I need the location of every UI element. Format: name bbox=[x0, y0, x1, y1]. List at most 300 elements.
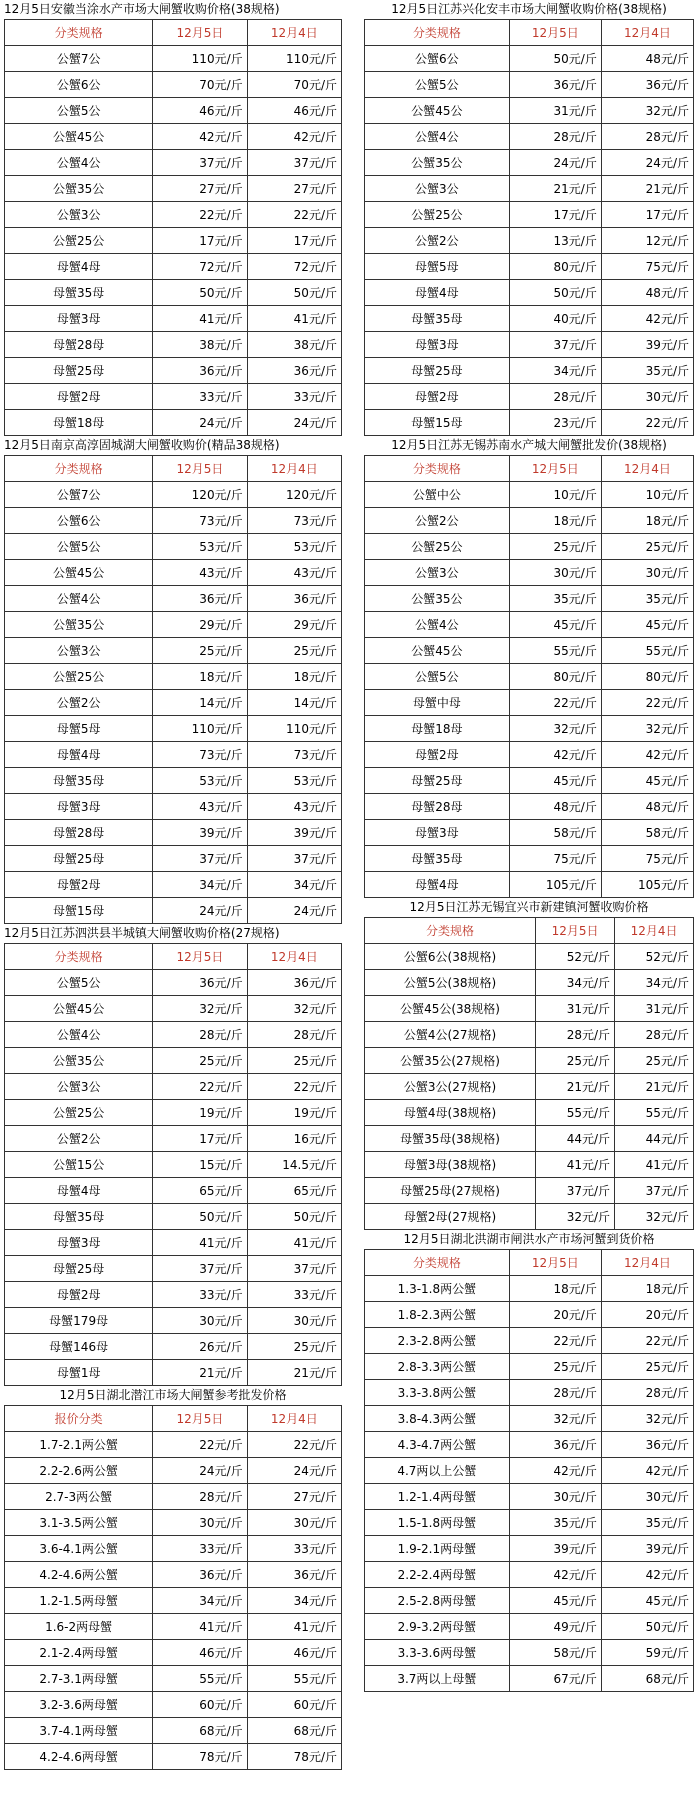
spec-cell: 母蟹4母 bbox=[365, 872, 510, 898]
table-row bbox=[365, 1562, 694, 1588]
spec-cell: 母蟹2母 bbox=[5, 1282, 153, 1308]
right-column bbox=[364, 0, 694, 1692]
table-row bbox=[365, 1048, 694, 1074]
price-today-cell: 37元/斤 bbox=[153, 846, 247, 872]
spec-cell: 公蟹2公 bbox=[365, 228, 510, 254]
price-yesterday-cell: 37元/斤 bbox=[247, 150, 341, 176]
table-row bbox=[5, 1432, 342, 1458]
table-row bbox=[365, 46, 694, 72]
price-today-cell: 33元/斤 bbox=[153, 384, 247, 410]
price-today-cell: 28元/斤 bbox=[536, 1022, 615, 1048]
column-header: 12月4日 bbox=[247, 20, 341, 46]
table-row bbox=[5, 280, 342, 306]
spec-cell: 公蟹35公 bbox=[365, 150, 510, 176]
table-row bbox=[5, 1484, 342, 1510]
table-row bbox=[365, 1380, 694, 1406]
price-today-cell: 30元/斤 bbox=[153, 1308, 247, 1334]
price-today-cell: 36元/斤 bbox=[509, 72, 601, 98]
price-yesterday-cell: 35元/斤 bbox=[601, 358, 693, 384]
price-yesterday-cell: 70元/斤 bbox=[247, 72, 341, 98]
spec-cell: 公蟹25公 bbox=[5, 1100, 153, 1126]
spec-cell: 母蟹5母 bbox=[365, 254, 510, 280]
price-today-cell: 27元/斤 bbox=[153, 176, 247, 202]
price-today-cell: 34元/斤 bbox=[153, 872, 247, 898]
price-yesterday-cell: 36元/斤 bbox=[601, 1432, 693, 1458]
table-row bbox=[365, 1536, 694, 1562]
price-yesterday-cell: 32元/斤 bbox=[247, 996, 341, 1022]
price-yesterday-cell: 33元/斤 bbox=[247, 384, 341, 410]
table-row bbox=[365, 202, 694, 228]
spec-cell: 公蟹45公 bbox=[5, 124, 153, 150]
table-row bbox=[5, 560, 342, 586]
price-yesterday-cell: 30元/斤 bbox=[247, 1308, 341, 1334]
price-yesterday-cell: 17元/斤 bbox=[601, 202, 693, 228]
column-header: 分类规格 bbox=[5, 20, 153, 46]
spec-cell: 1.9-2.1两母蟹 bbox=[365, 1536, 510, 1562]
price-today-cell: 42元/斤 bbox=[509, 1458, 601, 1484]
table-row bbox=[365, 742, 694, 768]
price-today-cell: 55元/斤 bbox=[509, 638, 601, 664]
spec-cell: 母蟹3母 bbox=[365, 820, 510, 846]
price-yesterday-cell: 22元/斤 bbox=[247, 202, 341, 228]
price-today-cell: 22元/斤 bbox=[509, 690, 601, 716]
price-yesterday-cell: 55元/斤 bbox=[601, 638, 693, 664]
table-row bbox=[365, 482, 694, 508]
price-yesterday-cell: 39元/斤 bbox=[601, 332, 693, 358]
table-header-row bbox=[365, 20, 694, 46]
price-yesterday-cell: 18元/斤 bbox=[601, 1276, 693, 1302]
price-today-cell: 49元/斤 bbox=[509, 1614, 601, 1640]
price-table bbox=[4, 19, 342, 436]
left-column bbox=[4, 0, 342, 1770]
table-row bbox=[5, 384, 342, 410]
price-today-cell: 41元/斤 bbox=[153, 1230, 247, 1256]
table-row bbox=[365, 690, 694, 716]
table-row bbox=[365, 820, 694, 846]
price-yesterday-cell: 45元/斤 bbox=[601, 1588, 693, 1614]
price-yesterday-cell: 37元/斤 bbox=[247, 1256, 341, 1282]
spec-cell: 公蟹25公 bbox=[365, 534, 510, 560]
price-yesterday-cell: 68元/斤 bbox=[601, 1666, 693, 1692]
column-header: 12月4日 bbox=[615, 918, 694, 944]
table-row bbox=[5, 1048, 342, 1074]
price-today-cell: 10元/斤 bbox=[509, 482, 601, 508]
table-row bbox=[5, 1640, 342, 1666]
spec-cell: 母蟹25母 bbox=[5, 846, 153, 872]
spec-cell: 公蟹5公 bbox=[5, 98, 153, 124]
price-yesterday-cell: 33元/斤 bbox=[247, 1282, 341, 1308]
table-row bbox=[365, 358, 694, 384]
table-row bbox=[5, 306, 342, 332]
table-row bbox=[5, 1360, 342, 1386]
table-row bbox=[365, 410, 694, 436]
table-row bbox=[365, 1022, 694, 1048]
table-row bbox=[365, 638, 694, 664]
column-header: 12月4日 bbox=[247, 1406, 341, 1432]
price-yesterday-cell: 38元/斤 bbox=[247, 332, 341, 358]
table-row bbox=[5, 1458, 342, 1484]
price-yesterday-cell: 72元/斤 bbox=[247, 254, 341, 280]
price-yesterday-cell: 28元/斤 bbox=[247, 1022, 341, 1048]
table-row bbox=[5, 482, 342, 508]
spec-cell: 3.8-4.3两公蟹 bbox=[365, 1406, 510, 1432]
spec-cell: 2.7-3.1两母蟹 bbox=[5, 1666, 153, 1692]
price-today-cell: 50元/斤 bbox=[153, 1204, 247, 1230]
price-today-cell: 42元/斤 bbox=[153, 124, 247, 150]
price-today-cell: 39元/斤 bbox=[153, 820, 247, 846]
table-row bbox=[5, 846, 342, 872]
price-today-cell: 43元/斤 bbox=[153, 794, 247, 820]
spec-cell: 2.8-3.3两公蟹 bbox=[365, 1354, 510, 1380]
price-today-cell: 45元/斤 bbox=[509, 768, 601, 794]
table-row bbox=[5, 586, 342, 612]
price-yesterday-cell: 41元/斤 bbox=[247, 306, 341, 332]
table-row bbox=[5, 254, 342, 280]
table-row bbox=[5, 98, 342, 124]
table-row bbox=[5, 72, 342, 98]
spec-cell: 母蟹28母 bbox=[5, 820, 153, 846]
price-today-cell: 68元/斤 bbox=[153, 1718, 247, 1744]
table-row bbox=[5, 898, 342, 924]
table-row bbox=[5, 202, 342, 228]
spec-cell: 1.3-1.8两公蟹 bbox=[365, 1276, 510, 1302]
price-today-cell: 23元/斤 bbox=[509, 410, 601, 436]
table-row bbox=[5, 690, 342, 716]
table-row bbox=[5, 1334, 342, 1360]
table-header-row bbox=[365, 918, 694, 944]
spec-cell: 公蟹25公 bbox=[365, 202, 510, 228]
price-yesterday-cell: 32元/斤 bbox=[601, 716, 693, 742]
column-header: 12月4日 bbox=[601, 20, 693, 46]
spec-cell: 2.1-2.4两母蟹 bbox=[5, 1640, 153, 1666]
price-today-cell: 24元/斤 bbox=[153, 898, 247, 924]
table-row bbox=[365, 970, 694, 996]
spec-cell: 公蟹5公 bbox=[365, 72, 510, 98]
table-row bbox=[365, 794, 694, 820]
table-row bbox=[5, 1718, 342, 1744]
table-row bbox=[5, 996, 342, 1022]
spec-cell: 公蟹15公 bbox=[5, 1152, 153, 1178]
table-header-row bbox=[5, 20, 342, 46]
price-yesterday-cell: 58元/斤 bbox=[601, 820, 693, 846]
spec-cell: 公蟹5公 bbox=[365, 664, 510, 690]
spec-cell: 母蟹25母 bbox=[365, 768, 510, 794]
spec-cell: 母蟹35母 bbox=[365, 846, 510, 872]
price-table-section bbox=[364, 1230, 694, 1692]
spec-cell: 3.1-3.5两公蟹 bbox=[5, 1510, 153, 1536]
price-yesterday-cell: 34元/斤 bbox=[615, 970, 694, 996]
price-today-cell: 43元/斤 bbox=[153, 560, 247, 586]
table-row bbox=[365, 1328, 694, 1354]
price-today-cell: 37元/斤 bbox=[509, 332, 601, 358]
table-row bbox=[365, 1588, 694, 1614]
spec-cell: 母蟹4母 bbox=[5, 254, 153, 280]
price-today-cell: 20元/斤 bbox=[509, 1302, 601, 1328]
table-row bbox=[5, 872, 342, 898]
price-table bbox=[364, 1249, 694, 1692]
price-yesterday-cell: 34元/斤 bbox=[247, 1588, 341, 1614]
spec-cell: 母蟹18母 bbox=[365, 716, 510, 742]
price-yesterday-cell: 36元/斤 bbox=[247, 358, 341, 384]
price-today-cell: 21元/斤 bbox=[509, 176, 601, 202]
price-today-cell: 42元/斤 bbox=[509, 742, 601, 768]
column-header: 分类规格 bbox=[365, 456, 510, 482]
column-header: 12月5日 bbox=[153, 1406, 247, 1432]
price-today-cell: 48元/斤 bbox=[509, 794, 601, 820]
price-today-cell: 25元/斤 bbox=[509, 1354, 601, 1380]
spec-cell: 公蟹25公 bbox=[5, 228, 153, 254]
spec-cell: 公蟹3公 bbox=[365, 176, 510, 202]
price-yesterday-cell: 14.5元/斤 bbox=[247, 1152, 341, 1178]
price-today-cell: 18元/斤 bbox=[153, 664, 247, 690]
price-yesterday-cell: 20元/斤 bbox=[601, 1302, 693, 1328]
table-row bbox=[365, 508, 694, 534]
price-yesterday-cell: 25元/斤 bbox=[247, 1048, 341, 1074]
table-title: 12月5日湖北潜江市场大闸蟹参考批发价格 bbox=[59, 1388, 287, 1402]
column-header: 分类规格 bbox=[365, 1250, 510, 1276]
spec-cell: 1.6-2两母蟹 bbox=[5, 1614, 153, 1640]
table-row bbox=[365, 1354, 694, 1380]
table-row bbox=[5, 150, 342, 176]
price-today-cell: 34元/斤 bbox=[153, 1588, 247, 1614]
price-yesterday-cell: 21元/斤 bbox=[247, 1360, 341, 1386]
column-header: 12月5日 bbox=[509, 20, 601, 46]
price-yesterday-cell: 19元/斤 bbox=[247, 1100, 341, 1126]
price-table bbox=[4, 943, 342, 1386]
table-row bbox=[365, 1614, 694, 1640]
price-today-cell: 73元/斤 bbox=[153, 742, 247, 768]
spec-cell: 母蟹2母 bbox=[5, 384, 153, 410]
spec-cell: 2.9-3.2两母蟹 bbox=[365, 1614, 510, 1640]
table-row bbox=[5, 1022, 342, 1048]
price-yesterday-cell: 22元/斤 bbox=[601, 690, 693, 716]
price-yesterday-cell: 24元/斤 bbox=[247, 1458, 341, 1484]
price-yesterday-cell: 28元/斤 bbox=[601, 124, 693, 150]
spec-cell: 母蟹35母 bbox=[5, 1204, 153, 1230]
column-header: 12月4日 bbox=[247, 456, 341, 482]
table-title: 12月5日江苏兴化安丰市场大闸蟹收购价格(38规格) bbox=[391, 2, 667, 16]
table-row bbox=[365, 996, 694, 1022]
price-yesterday-cell: 29元/斤 bbox=[247, 612, 341, 638]
table-row bbox=[5, 508, 342, 534]
column-header: 报价分类 bbox=[5, 1406, 153, 1432]
spec-cell: 3.3-3.6两母蟹 bbox=[365, 1640, 510, 1666]
price-yesterday-cell: 48元/斤 bbox=[601, 280, 693, 306]
price-today-cell: 24元/斤 bbox=[509, 150, 601, 176]
price-yesterday-cell: 55元/斤 bbox=[247, 1666, 341, 1692]
spec-cell: 母蟹15母 bbox=[5, 898, 153, 924]
price-yesterday-cell: 110元/斤 bbox=[247, 716, 341, 742]
table-row bbox=[365, 280, 694, 306]
price-yesterday-cell: 48元/斤 bbox=[601, 794, 693, 820]
table-row bbox=[365, 1484, 694, 1510]
table-row bbox=[365, 124, 694, 150]
spec-cell: 2.3-2.8两公蟹 bbox=[365, 1328, 510, 1354]
spec-cell: 公蟹4公 bbox=[5, 586, 153, 612]
spec-cell: 公蟹35公 bbox=[5, 1048, 153, 1074]
price-yesterday-cell: 10元/斤 bbox=[601, 482, 693, 508]
price-today-cell: 55元/斤 bbox=[153, 1666, 247, 1692]
table-header-row bbox=[365, 456, 694, 482]
table-row bbox=[5, 1282, 342, 1308]
price-yesterday-cell: 33元/斤 bbox=[247, 1536, 341, 1562]
price-yesterday-cell: 36元/斤 bbox=[247, 970, 341, 996]
table-row bbox=[365, 72, 694, 98]
spec-cell: 公蟹4公 bbox=[5, 1022, 153, 1048]
spec-cell: 2.7-3两公蟹 bbox=[5, 1484, 153, 1510]
spec-cell: 公蟹4公(27规格) bbox=[365, 1022, 536, 1048]
price-today-cell: 17元/斤 bbox=[509, 202, 601, 228]
price-today-cell: 52元/斤 bbox=[536, 944, 615, 970]
table-row bbox=[5, 46, 342, 72]
table-row bbox=[5, 1152, 342, 1178]
table-row bbox=[365, 944, 694, 970]
price-today-cell: 37元/斤 bbox=[153, 1256, 247, 1282]
table-row bbox=[5, 742, 342, 768]
table-header-row bbox=[5, 1406, 342, 1432]
spec-cell: 公蟹5公(38规格) bbox=[365, 970, 536, 996]
price-yesterday-cell: 16元/斤 bbox=[247, 1126, 341, 1152]
price-today-cell: 34元/斤 bbox=[509, 358, 601, 384]
price-today-cell: 19元/斤 bbox=[153, 1100, 247, 1126]
spec-cell: 公蟹35公 bbox=[5, 612, 153, 638]
price-yesterday-cell: 73元/斤 bbox=[247, 742, 341, 768]
table-row bbox=[365, 150, 694, 176]
table-row bbox=[365, 1126, 694, 1152]
spec-cell: 公蟹7公 bbox=[5, 482, 153, 508]
table-row bbox=[365, 332, 694, 358]
column-header: 分类规格 bbox=[365, 20, 510, 46]
table-row bbox=[5, 358, 342, 384]
spec-cell: 母蟹5母 bbox=[5, 716, 153, 742]
price-yesterday-cell: 24元/斤 bbox=[247, 898, 341, 924]
price-yesterday-cell: 46元/斤 bbox=[247, 1640, 341, 1666]
price-yesterday-cell: 53元/斤 bbox=[247, 534, 341, 560]
price-table-section bbox=[4, 1386, 342, 1770]
price-today-cell: 36元/斤 bbox=[153, 970, 247, 996]
table-row bbox=[365, 1510, 694, 1536]
spec-cell: 1.7-2.1两公蟹 bbox=[5, 1432, 153, 1458]
price-yesterday-cell: 25元/斤 bbox=[247, 1334, 341, 1360]
price-today-cell: 30元/斤 bbox=[509, 1484, 601, 1510]
table-title: 12月5日南京高淳固城湖大闸蟹收购价(精品38规格) bbox=[4, 438, 280, 452]
price-today-cell: 65元/斤 bbox=[153, 1178, 247, 1204]
spec-cell: 母蟹2母 bbox=[365, 742, 510, 768]
spec-cell: 母蟹2母(27规格) bbox=[365, 1204, 536, 1230]
price-yesterday-cell: 17元/斤 bbox=[247, 228, 341, 254]
spec-cell: 公蟹6公 bbox=[5, 72, 153, 98]
price-table bbox=[4, 455, 342, 924]
spec-cell: 1.2-1.5两母蟹 bbox=[5, 1588, 153, 1614]
price-today-cell: 25元/斤 bbox=[153, 1048, 247, 1074]
spec-cell: 4.2-4.6两母蟹 bbox=[5, 1744, 153, 1770]
table-row bbox=[365, 560, 694, 586]
table-row bbox=[365, 1640, 694, 1666]
price-yesterday-cell: 35元/斤 bbox=[601, 586, 693, 612]
column-header: 12月4日 bbox=[247, 944, 341, 970]
price-today-cell: 75元/斤 bbox=[509, 846, 601, 872]
column-header: 分类规格 bbox=[365, 918, 536, 944]
spec-cell: 母蟹1母 bbox=[5, 1360, 153, 1386]
price-today-cell: 25元/斤 bbox=[536, 1048, 615, 1074]
spec-cell: 公蟹7公 bbox=[5, 46, 153, 72]
column-header: 12月5日 bbox=[153, 20, 247, 46]
price-today-cell: 29元/斤 bbox=[153, 612, 247, 638]
price-yesterday-cell: 22元/斤 bbox=[601, 1328, 693, 1354]
price-yesterday-cell: 24元/斤 bbox=[247, 410, 341, 436]
spec-cell: 公蟹4公 bbox=[365, 124, 510, 150]
price-yesterday-cell: 50元/斤 bbox=[247, 280, 341, 306]
column-header: 12月5日 bbox=[153, 944, 247, 970]
price-today-cell: 32元/斤 bbox=[509, 1406, 601, 1432]
price-yesterday-cell: 78元/斤 bbox=[247, 1744, 341, 1770]
column-header: 分类规格 bbox=[5, 944, 153, 970]
table-row bbox=[5, 820, 342, 846]
spec-cell: 母蟹35母 bbox=[5, 768, 153, 794]
price-today-cell: 120元/斤 bbox=[153, 482, 247, 508]
price-yesterday-cell: 18元/斤 bbox=[601, 508, 693, 534]
price-yesterday-cell: 41元/斤 bbox=[615, 1152, 694, 1178]
table-row bbox=[5, 1230, 342, 1256]
column-header: 12月5日 bbox=[509, 1250, 601, 1276]
price-today-cell: 41元/斤 bbox=[153, 306, 247, 332]
spec-cell: 公蟹35公 bbox=[365, 586, 510, 612]
price-today-cell: 15元/斤 bbox=[153, 1152, 247, 1178]
price-today-cell: 28元/斤 bbox=[509, 1380, 601, 1406]
price-table-section bbox=[4, 0, 342, 436]
spec-cell: 公蟹3公(27规格) bbox=[365, 1074, 536, 1100]
spec-cell: 3.3-3.8两公蟹 bbox=[365, 1380, 510, 1406]
table-row bbox=[5, 1666, 342, 1692]
price-today-cell: 35元/斤 bbox=[509, 1510, 601, 1536]
price-today-cell: 26元/斤 bbox=[153, 1334, 247, 1360]
table-row bbox=[5, 1074, 342, 1100]
price-yesterday-cell: 110元/斤 bbox=[247, 46, 341, 72]
price-today-cell: 31元/斤 bbox=[509, 98, 601, 124]
spec-cell: 母蟹15母 bbox=[365, 410, 510, 436]
table-row bbox=[5, 638, 342, 664]
spec-cell: 母蟹4母 bbox=[365, 280, 510, 306]
spec-cell: 公蟹25公 bbox=[5, 664, 153, 690]
spec-cell: 母蟹25母 bbox=[5, 358, 153, 384]
price-yesterday-cell: 60元/斤 bbox=[247, 1692, 341, 1718]
table-row bbox=[5, 1692, 342, 1718]
price-today-cell: 53元/斤 bbox=[153, 768, 247, 794]
spec-cell: 1.2-1.4两母蟹 bbox=[365, 1484, 510, 1510]
spec-cell: 3.2-3.6两母蟹 bbox=[5, 1692, 153, 1718]
spec-cell: 3.6-4.1两公蟹 bbox=[5, 1536, 153, 1562]
table-row bbox=[5, 1536, 342, 1562]
price-today-cell: 42元/斤 bbox=[509, 1562, 601, 1588]
table-row bbox=[5, 970, 342, 996]
table-row bbox=[365, 306, 694, 332]
spec-cell: 公蟹6公 bbox=[5, 508, 153, 534]
price-today-cell: 50元/斤 bbox=[509, 46, 601, 72]
price-table bbox=[364, 455, 694, 898]
table-row bbox=[365, 846, 694, 872]
price-today-cell: 35元/斤 bbox=[509, 586, 601, 612]
price-today-cell: 32元/斤 bbox=[509, 716, 601, 742]
price-today-cell: 105元/斤 bbox=[509, 872, 601, 898]
price-yesterday-cell: 53元/斤 bbox=[247, 768, 341, 794]
price-today-cell: 17元/斤 bbox=[153, 1126, 247, 1152]
price-table bbox=[364, 917, 694, 1230]
spec-cell: 公蟹3公 bbox=[5, 1074, 153, 1100]
price-yesterday-cell: 21元/斤 bbox=[601, 176, 693, 202]
table-row bbox=[5, 1562, 342, 1588]
spec-cell: 1.8-2.3两公蟹 bbox=[365, 1302, 510, 1328]
price-today-cell: 22元/斤 bbox=[509, 1328, 601, 1354]
